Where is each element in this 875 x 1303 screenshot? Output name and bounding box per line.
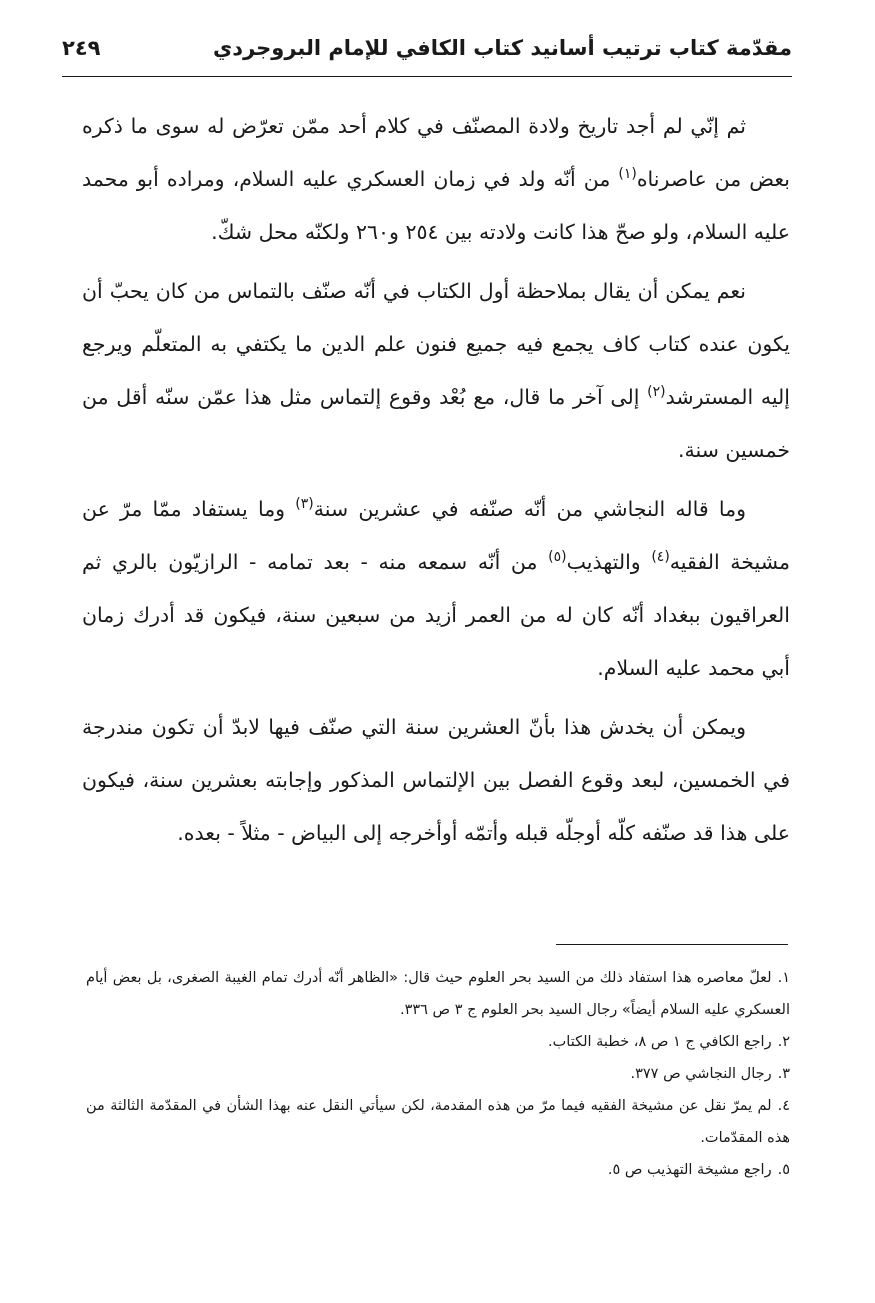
- footnote-number: ٣.: [777, 1066, 790, 1082]
- footnote-separator: [556, 944, 788, 945]
- paragraph-text: من أنّه سمعه منه - بعد تمامه - الرازيّون بالري ثم العراقيون ببغداد أنّه كان له من العمر أزيد من سبعين سنة، فيكون قد أدرك زمان أبي محمد عليه السلام.: [82, 550, 790, 680]
- footnote-number: ٥.: [777, 1162, 790, 1178]
- body-paragraph: [82, 483, 790, 695]
- paragraph-text: والتهذيب: [566, 550, 652, 574]
- header-rule: [62, 76, 792, 77]
- paragraph-text: ثم إنّي لم أجد تاريخ ولادة المصنّف في كلام أحد ممّن تعرّض له سوى ما ذكره بعض من عاصرناه: [82, 114, 791, 191]
- footnote-text: لعلّ معاصره هذا استفاد ذلك من السيد بحر العلوم حيث قال: «الظاهر أنّه أدرك تمام الغيبة الصغرى، بل بعض أيام العسكري عليه السلام أيضاً» رجال السيد بحر العلوم ج ٣ ص ٣٣٦.: [86, 970, 790, 1018]
- footnote-reference: (١): [618, 166, 637, 183]
- running-head: [62, 30, 792, 74]
- footnote: [86, 1026, 790, 1058]
- paragraph-text: نعم يمكن أن يقال بملاحظة أول الكتاب في أنّه صنّف بالتماس من كان يحبّ أن يكون عنده كتاب كاف يجمع فيه جميع فنون علم الدين ما يكتفي به المتعلّم ويرجع إليه المسترشد: [82, 279, 790, 409]
- footnote-text: راجع مشيخة التهذيب ص ٥.: [607, 1162, 772, 1178]
- footnotes: [86, 962, 790, 1186]
- paragraph-text: وما قاله النجاشي من أنّه صنّفه في عشرين سنة: [313, 497, 746, 521]
- body-paragraph: [82, 265, 790, 477]
- footnote-reference: (٤): [651, 549, 670, 566]
- body-paragraph: [82, 100, 790, 259]
- footnote-text: لم يمرّ نقل عن مشيخة الفقيه فيما مرّ من هذه المقدمة، لكن سيأتي النقل عنه بهذا الشأن في المقدّمة الثالثة من هذه المقدّمات.: [86, 1098, 790, 1146]
- paragraph-text: إلى آخر ما قال، مع بُعْد وقوع إلتماس مثل هذا عمّن سنّه أقل من خمسين سنة.: [82, 385, 790, 462]
- footnote: [86, 1154, 790, 1186]
- footnote: [86, 1090, 790, 1154]
- body-paragraph: [82, 701, 790, 860]
- footnote-number: ٢.: [777, 1034, 790, 1050]
- footnote-reference: (٥): [548, 549, 567, 566]
- footnote-reference: (٢): [647, 384, 666, 401]
- page-number: ٢٤٩: [62, 36, 101, 60]
- main-text: [82, 100, 790, 866]
- footnote: [86, 962, 790, 1026]
- footnote-number: ٤.: [777, 1098, 790, 1114]
- paragraph-text: من أنّه ولد في زمان العسكري عليه السلام، ومراده أبو محمد عليه السلام، ولو صحّ هذا كانت ولادته بين ٢٥٤ و٢٦٠ ولكنّه محل شكّ.: [82, 167, 790, 244]
- running-title: مقدّمة كتاب ترتيب أسانيد كتاب الكافي للإمام البروجردي: [213, 36, 792, 60]
- footnote-text: راجع الكافي ج ١ ص ٨، خطبة الكتاب.: [548, 1034, 772, 1050]
- footnote: [86, 1058, 790, 1090]
- footnote-number: ١.: [777, 970, 790, 986]
- paragraph-text: ويمكن أن يخدش هذا بأنّ العشرين سنة التي صنّف فيها لابدّ أن تكون مندرجة في الخمسين، لبعد وقوع الفصل بين الإلتماس المذكور وإجابته بعشرين سنة، فيكون على هذا قد صنّفه كلّه أوجلّه قبله وأتمّه أوأخرجه إلى البياض - مثلاً - بعده.: [82, 715, 790, 845]
- footnote-text: رجال النجاشي ص ٣٧٧.: [630, 1066, 772, 1082]
- paragraph-text: وما يستفاد ممّا مرّ عن مشيخة الفقيه: [82, 497, 790, 574]
- footnote-reference: (٣): [295, 496, 314, 513]
